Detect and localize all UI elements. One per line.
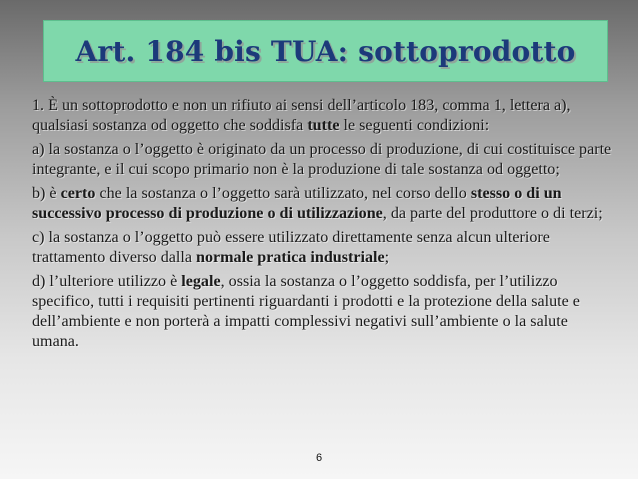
text-segment: b) è [32, 185, 61, 202]
title-banner [43, 20, 608, 82]
bold-segment: stesso o di un successivo processo di produzione o di utilizzazione [32, 185, 562, 222]
slide-body [32, 96, 612, 356]
page-number: 6 [315, 452, 323, 464]
slide-title: Art. 184 bis TUA: sottoprodotto [75, 34, 576, 68]
text-segment: a) la sostanza o l’oggetto è originato da un processo di produzione, di cui costituisce parte integrante, e il cui scopo primario non è la produzione di tale sostanza od oggetto; [32, 141, 612, 178]
paragraph-condition-c [32, 228, 612, 268]
paragraph-condition-a [32, 140, 612, 180]
paragraph-intro [32, 96, 612, 136]
text-segment: , ossia la sostanza o l’oggetto soddisfa, per l’utilizzo specifico, tutti i requisiti pertinenti riguardanti i prodotti e la protezione della salute e dell’ambiente e non porterà a impatti complessivi negativi sull’ambiente o la salute umana. [32, 273, 580, 350]
text-segment: le seguenti condizioni: [339, 117, 490, 134]
bold-segment: legale [181, 273, 221, 290]
bold-segment: certo [60, 185, 96, 202]
bold-segment: tutte [307, 117, 340, 134]
paragraph-condition-d [32, 272, 612, 352]
text-segment: 1. È un sottoprodotto e non un rifiuto ai sensi dell’articolo 183, comma 1, lettera a), qualsiasi sostanza od oggetto che soddisfa [32, 97, 571, 134]
text-segment: che la sostanza o l’oggetto sarà utilizzato, nel corso dello [95, 185, 471, 202]
text-segment: c) la sostanza o l’oggetto può essere utilizzato direttamente senza alcun ulteriore trattamento diverso dalla [32, 229, 550, 266]
bold-segment: normale pratica industriale [196, 249, 385, 266]
text-segment: , da parte del produttore o di terzi; [382, 205, 603, 222]
text-segment: d) l’ulteriore utilizzo è [32, 273, 182, 290]
text-segment: ; [384, 249, 390, 266]
paragraph-condition-b [32, 184, 612, 224]
